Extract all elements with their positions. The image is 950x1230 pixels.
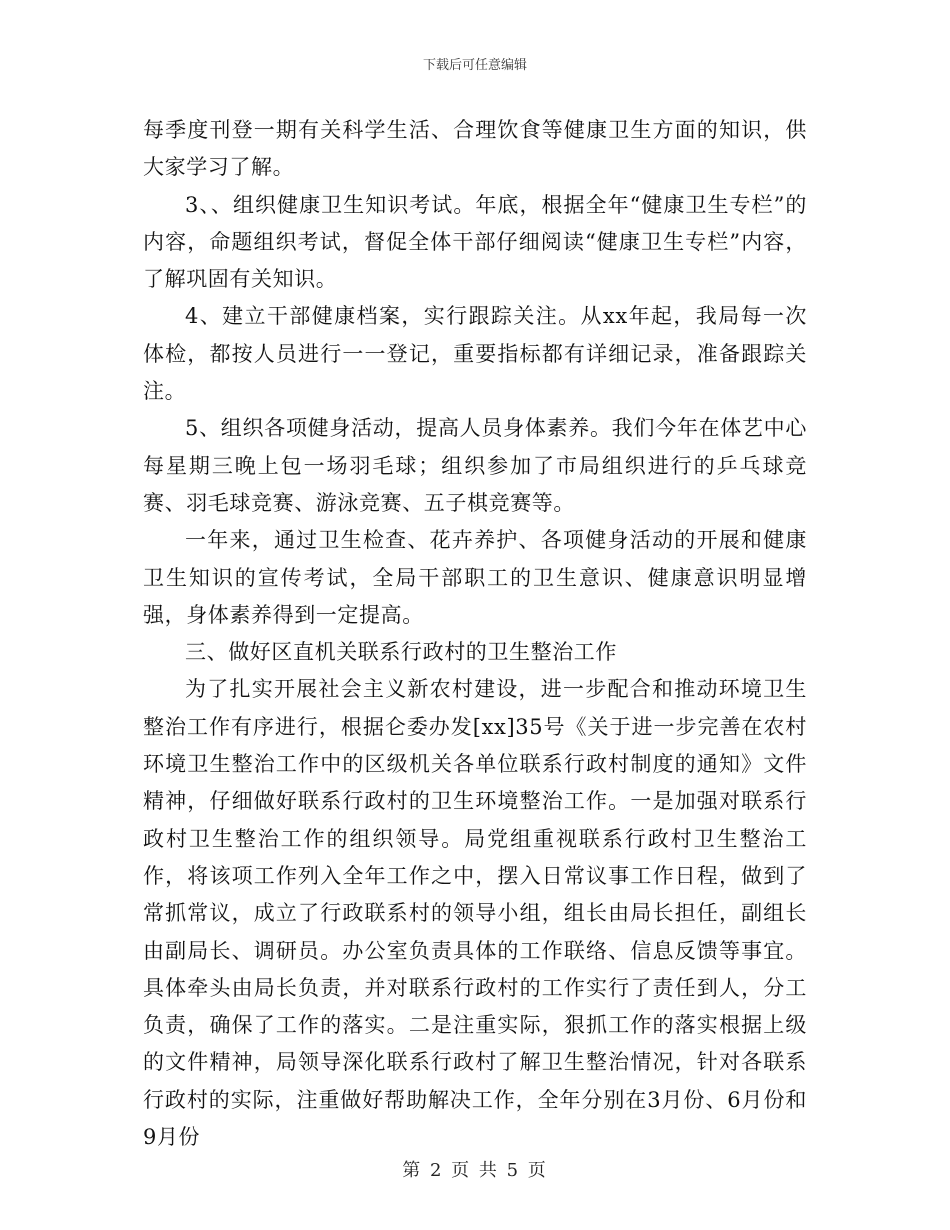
paragraph-1: 每季度刊登一期有关科学生活、合理饮食等健康卫生方面的知识，供大家学习了解。 [143, 118, 807, 180]
paragraph-2: 3、、组织健康卫生知识考试。年底，根据全年“健康卫生专栏”的内容，命题组织考试，督促全体干部仔细阅读“健康卫生专栏”内容，了解巩固有关知识。 [143, 192, 807, 292]
paragraph-5: 一年来，通过卫生检查、花卉养护、各项健身活动的开展和健康卫生知识的宣传考试，全局干部职工的卫生意识、健康意识明显增强，身体素养得到一定提高。 [143, 528, 807, 627]
document-body [143, 112, 807, 1156]
paragraph-4: 5、组织各项健身活动，提高人员身体素养。我们今年在体艺中心每星期三晚上包一场羽毛球；组织参加了市局组织进行的乒乓球竞赛、羽毛球竞赛、游泳竞赛、五子棋竞赛等。 [143, 416, 807, 515]
section-heading: 三、做好区直机关联系行政村的卫生整治工作 [185, 640, 617, 665]
page-number: 第 2 页 共 5 页 [402, 1160, 548, 1181]
page-header: 下载后可任意编辑 [422, 58, 527, 73]
paragraph-6: 为了扎实开展社会主义新农村建设，进一步配合和推动环境卫生整治工作有序进行，根据仑委办发[xx]35号《关于进一步完善在农村环境卫生整治工作中的区级机关各单位联系行政村制度的通知》文件精神，仔细做好联系行政村的卫生环境整治工作。一是加强对联系行政村卫生整治工作的组织领导。局党组重视联系行政村卫生整治工作，将该项工作列入全年工作之中，摆入日常议事工作日程，做到了常抓常议，成立了行政联系村的领导小组，组长由局长担任，副组长由副局长、调研员。办公室负责具体的工作联络、信息反馈等事宜。具体牵头由局长负责，并对联系行政村的工作实行了责任到人，分工负责，确保了工作的落实。二是注重实际，狠抓工作的落实根据上级的文件精神，局领导深化联系行政村了解卫生整治情况，针对各联系行政村的实际，注重做好帮助解决工作，全年分别在3月份、6月份和9月份 [143, 677, 807, 1150]
paragraph-3: 4、建立干部健康档案，实行跟踪关注。从xx年起，我局每一次体检，都按人员进行一一登记，重要指标都有详细记录，准备跟踪关注。 [143, 304, 807, 404]
